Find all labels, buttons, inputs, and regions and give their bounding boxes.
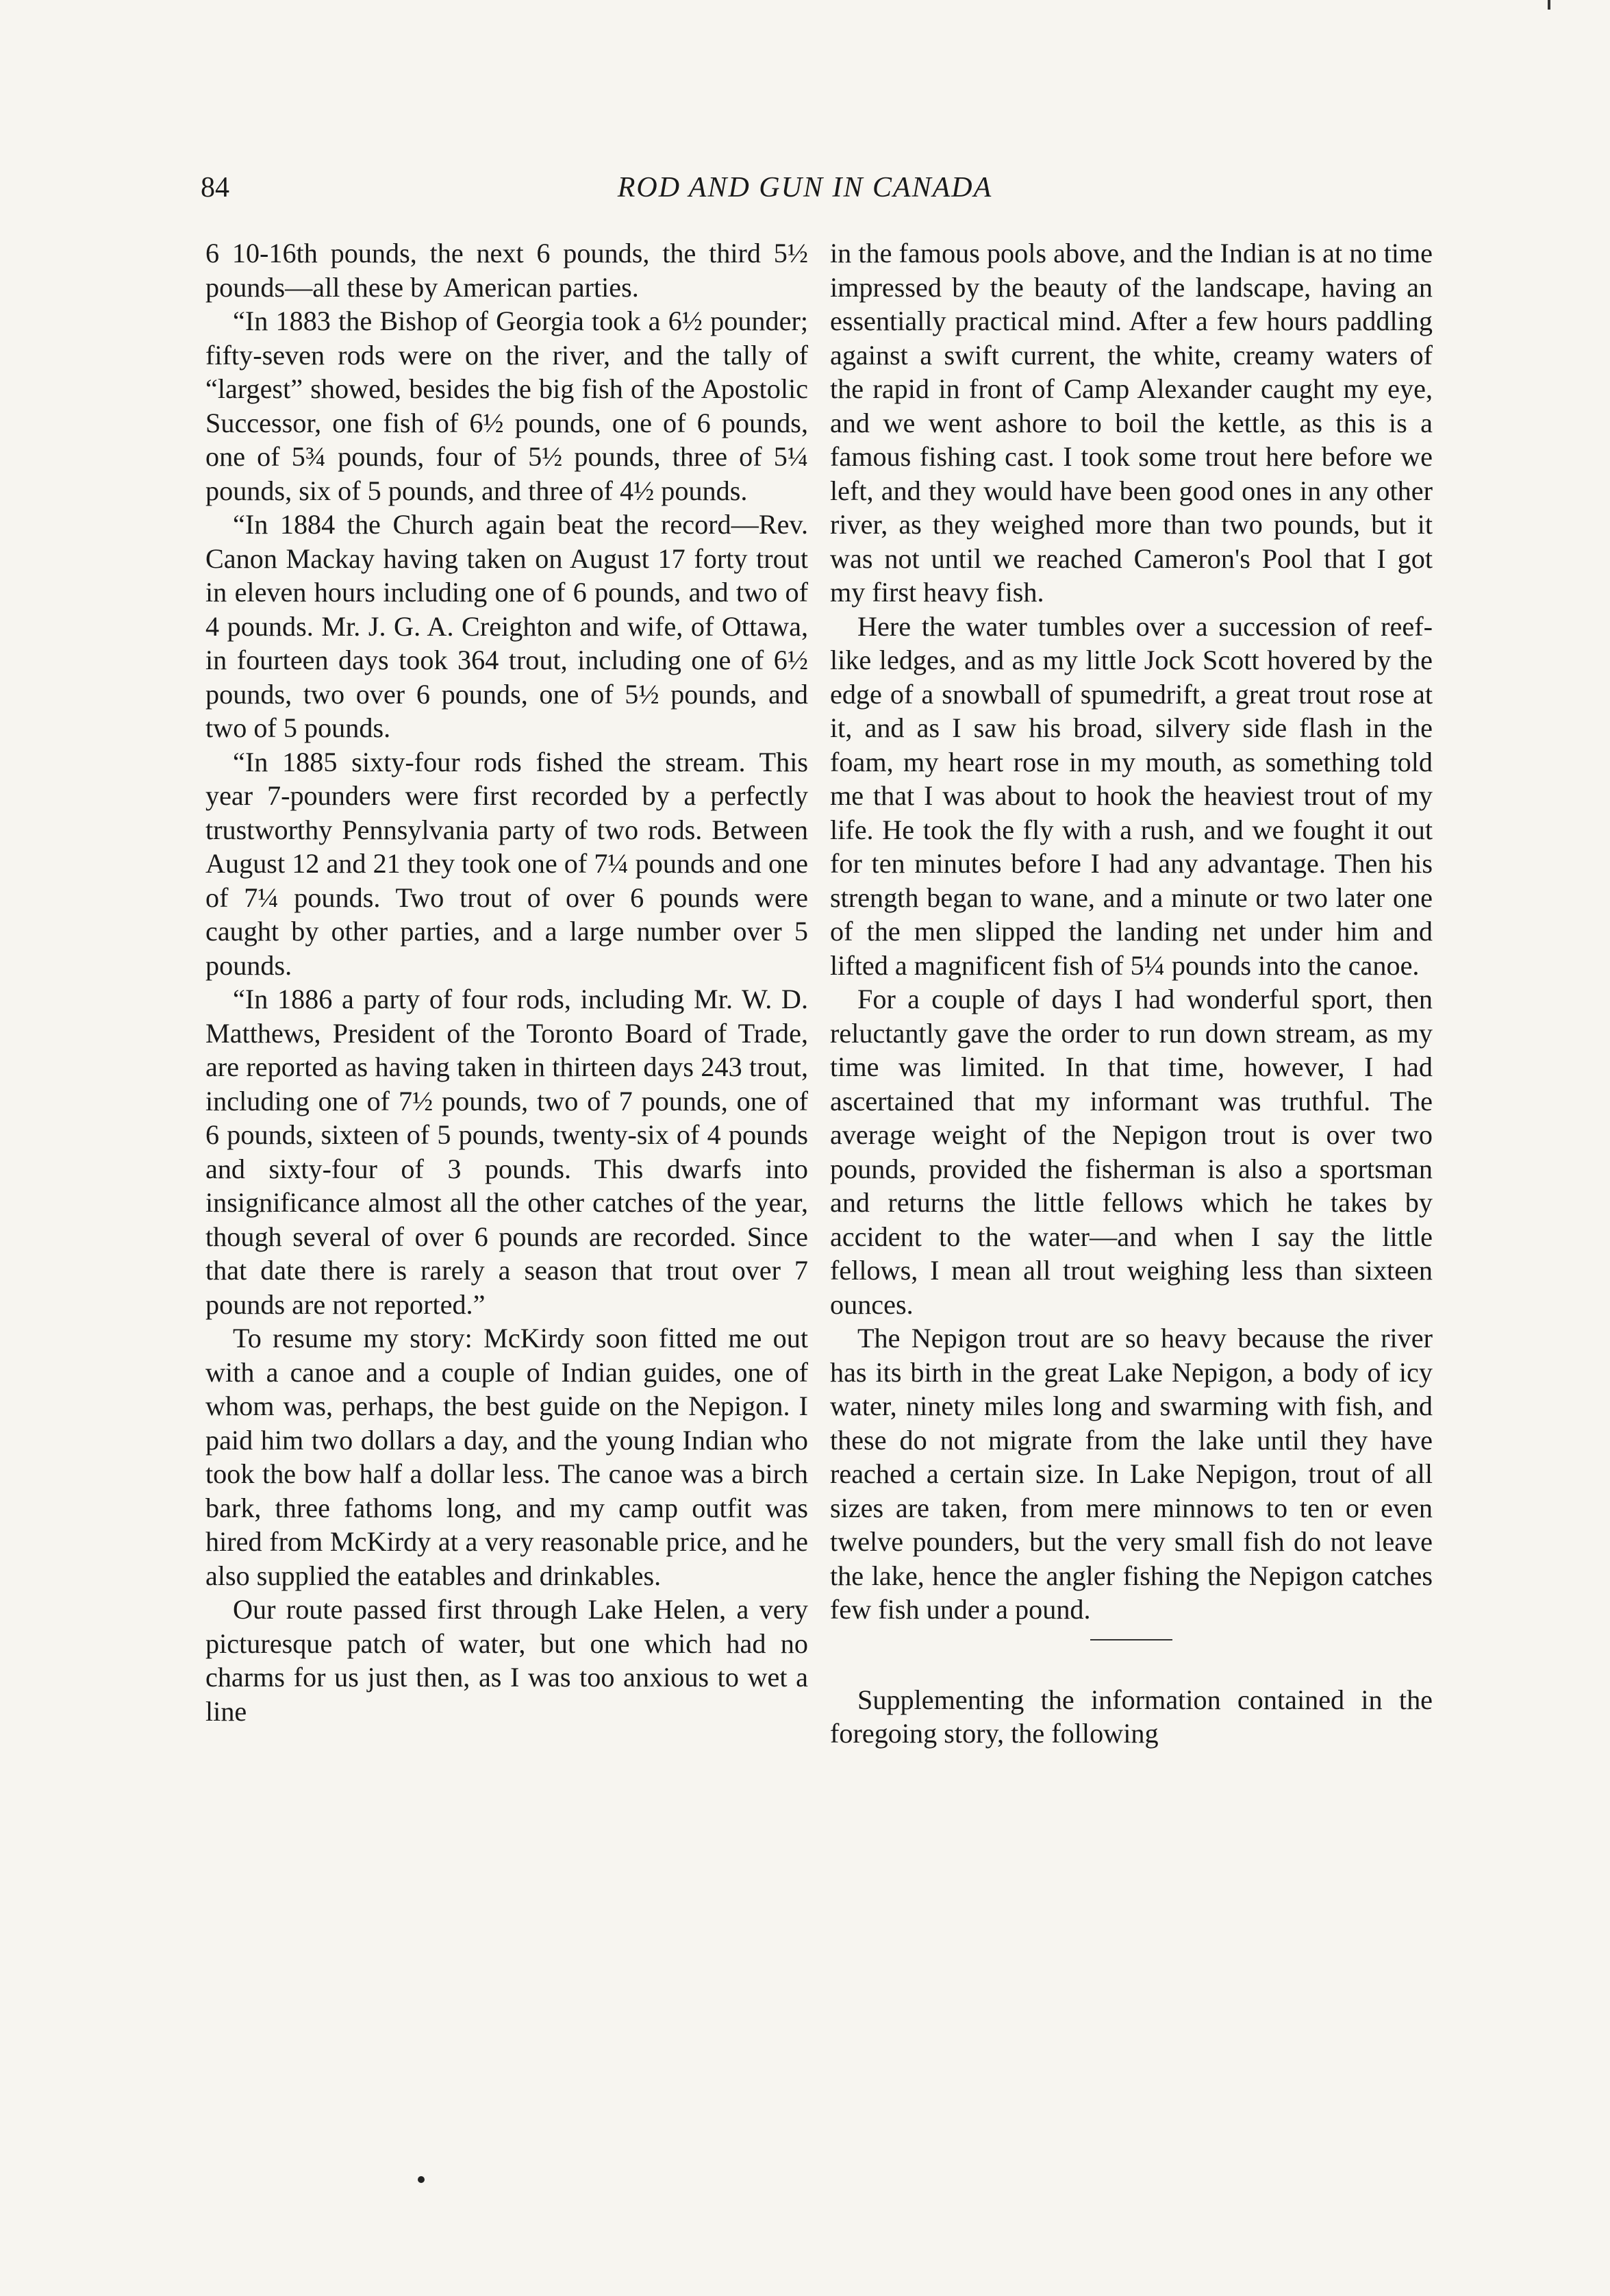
right-column — [830, 236, 1433, 1751]
footer-dot — [418, 2176, 425, 2183]
paragraph: “In 1884 the Church again beat the record—Rev. Canon Mackay having taken on August 17 forty trout in eleven hours including one of 6 pounds, and two of 4 pounds. Mr. J. G. A. Creighton and wife, of Ottawa, in fourteen days took 364 trout, including one of 6½ pounds, two over 6 pounds, one of 5½ pounds, and two of 5 pounds. — [205, 509, 808, 743]
paragraph: “In 1886 a party of four rods, including Mr. W. D. Matthews, President of the Toronto Board of Trade, are reported as having taken in thirteen days 243 trout, including one of 7½ pounds, two of 7 pounds, one of 6 pounds, sixteen of 5 pounds, twenty-six of 4 pounds and sixty-four of 3 pounds. This dwarfs into insignificance almost all the other catches of the year, though several of over 6 pounds are recorded. Since that date there is rarely a season that trout over 7 pounds are not reported.” — [205, 984, 808, 1320]
paragraph: 6 10-16th pounds, the next 6 pounds, the third 5½ pounds—all these by American parties. — [205, 238, 808, 303]
paragraph: “In 1883 the Bishop of Georgia took a 6½ pounder; fifty-seven rods were on the river, and the tally of “largest” showed, besides the big fish of the Apostolic Successor, one fish of 6½ pounds, one of 6 pounds, one of 5¾ pounds, four of 5½ pounds, three of 5¼ pounds, six of 5 pounds, and three of 4½ pounds. — [205, 305, 808, 506]
left-column — [205, 236, 808, 1728]
paragraph: Our route passed first through Lake Helen, a very picturesque patch of water, but one which had no charms for us just then, as I was too anxious to wet a line — [205, 1594, 808, 1727]
paragraph: To resume my story: McKirdy soon fitted me out with a canoe and a couple of Indian guides, one of whom was, perhaps, the best guide on the Nepigon. I paid him two dollars a day, and the young Indian who took the bow half a dollar less. The canoe was a birch bark, three fathoms long, and my camp outfit was hired from McKirdy at a very reasonable price, and he also supplied the eatables and drinkables. — [205, 1323, 808, 1591]
paragraph: The Nepigon trout are so heavy because the river has its birth in the great Lake Nepigon, a body of icy water, ninety miles long and swarming with fish, and these do not migrate from the lake until they have reached a certain size. In Lake Nepigon, trout of all sizes are taken, from mere minnows to ten or even twelve pounders, but the very small fish do not leave the lake, hence the angler fishing the Nepigon catches few fish under a pound. — [830, 1323, 1433, 1625]
page-number: 84 — [201, 172, 229, 203]
section-divider — [1090, 1639, 1172, 1640]
paragraph: Supplementing the information contained in the foregoing story, the following — [830, 1684, 1433, 1749]
paragraph: Here the water tumbles over a succession of reef-like ledges, and as my little Jock Scott hovered by the edge of a snowball of spumedrift, a great trout rose at it, and as I saw his broad, silvery side flash in the foam, my heart rose in my mouth, as something told me that I was about to hook the heaviest trout of my life. He took the fly with a rush, and we fought it out for ten minutes before I had any advantage. Then his strength began to wane, and a minute or two later one of the men slipped the landing net under him and lifted a magnificent fish of 5¼ pounds into the canoe. — [830, 610, 1433, 981]
page-header — [0, 171, 1610, 212]
edge-mark — [1548, 0, 1550, 10]
paragraph: in the famous pools above, and the Indian is at no time impressed by the beauty of the landscape, having an essentially practical mind. After a few hours paddling against a swift current, the white, creamy waters of the rapid in front of Camp Alexander caught my eye, and we went ashore to boil the kettle, as this is a famous fishing cast. I took some trout here before we left, and they would have been good ones in any other river, as they weighed more than two pounds, but it was not until we reached Cameron's Pool that I got my first heavy fish. — [830, 238, 1433, 608]
paragraph: “In 1885 sixty-four rods fished the stream. This year 7-pounders were first recorded by a perfectly trustworthy Pennsylvania party of two rods. Between August 12 and 21 they took one of 7¼ pounds and one of 7¼ pounds. Two trout of over 6 pounds were caught by other parties, and a large number over 5 pounds. — [205, 746, 808, 981]
paragraph: For a couple of days I had wonderful sport, then reluctantly gave the order to run down stream, as my time was limited. In that time, however, I had ascertained that my informant was truthful. The average weight of the Nepigon trout is over two pounds, provided the fisherman is also a sportsman and returns the little fellows which he takes by accident to the water—and when I say the little fellows, I mean all trout weighing less than sixteen ounces. — [830, 984, 1433, 1320]
running-title: ROD AND GUN IN CANADA — [617, 172, 993, 203]
